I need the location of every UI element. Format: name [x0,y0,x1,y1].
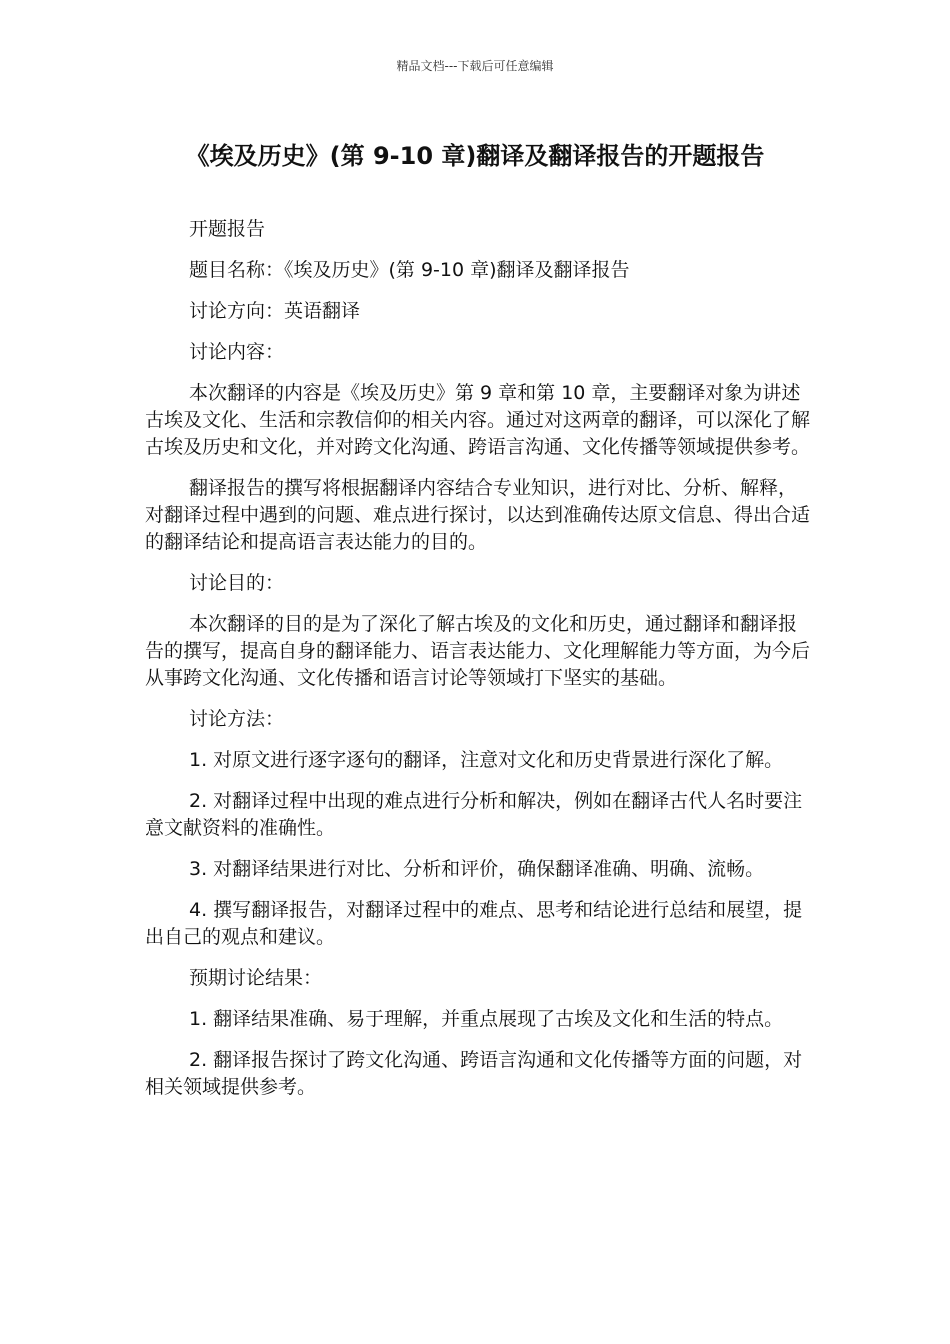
method-item-2: 2. 对翻译过程中出现的难点进行分析和解决，例如在翻译古代人名时要注意文献资料的准确性。 [145,790,803,839]
document-title: 《埃及历史》(第 9-10 章)翻译及翻译报告的开题报告 [185,142,765,170]
research-direction: 讨论方向：英语翻译 [189,300,361,322]
result-item-1: 1. 翻译结果准确、易于理解，并重点展现了古埃及文化和生活的特点。 [189,1008,784,1030]
section-heading-proposal: 开题报告 [189,218,266,240]
purpose-paragraph: 本次翻译的目的是为了深化了解古埃及的文化和历史，通过翻译和翻译报告的撰写，提高自身的翻译能力、语言表达能力、文化理解能力等方面，为今后从事跨文化沟通、文化传播和语言讨论等领域打下坚实的基础。 [145,613,811,689]
method-item-1: 1. 对原文进行逐字逐句的翻译，注意对文化和历史背景进行深化了解。 [189,749,784,771]
section-heading-method: 讨论方法： [189,708,285,730]
section-heading-purpose: 讨论目的： [189,572,285,594]
document-body [145,216,810,1115]
section-heading-content: 讨论内容： [189,341,285,363]
result-item-2: 2. 翻译报告探讨了跨文化沟通、跨语言沟通和文化传播等方面的问题，对相关领域提供参考。 [145,1049,803,1098]
method-item-4: 4. 撰写翻译报告，对翻译过程中的难点、思考和结论进行总结和展望，提出自己的观点和建议。 [145,899,803,948]
page-header: 精品文档---下载后可任意编辑 [396,59,554,73]
section-heading-expected-results: 预期讨论结果： [189,967,323,989]
topic-name: 题目名称：《埃及历史》(第 9-10 章)翻译及翻译报告 [189,259,630,281]
method-item-3: 3. 对翻译结果进行对比、分析和评价，确保翻译准确、明确、流畅。 [189,858,765,880]
content-paragraph-2: 翻译报告的撰写将根据翻译内容结合专业知识，进行对比、分析、解释，对翻译过程中遇到的问题、难点进行探讨，以达到准确传达原文信息、得出合适的翻译结论和提高语言表达能力的目的。 [145,477,811,553]
content-paragraph-1: 本次翻译的内容是《埃及历史》第 9 章和第 10 章，主要翻译对象为讲述古埃及文化、生活和宗教信仰的相关内容。通过对这两章的翻译，可以深化了解古埃及历史和文化，并对跨文化沟通、跨语言沟通、文化传播等领域提供参考。 [145,382,811,458]
